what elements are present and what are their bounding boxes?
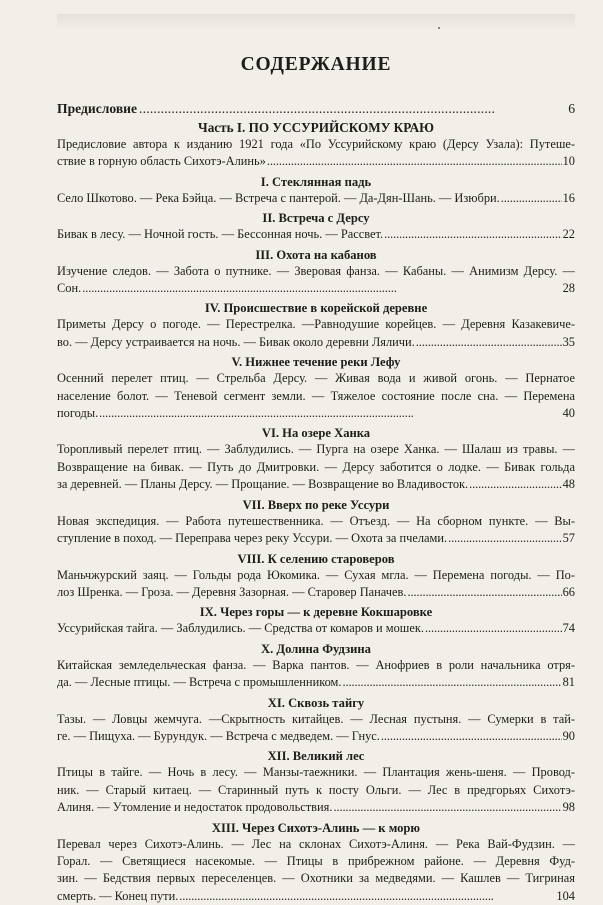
entry-line-last bbox=[57, 728, 575, 745]
entry-line: Перевал через Сихотэ-Алинь. — Лес на склонах Сихотэ-Алиня. — Река Вай-Фудзин. — bbox=[57, 836, 575, 851]
entry-line-last bbox=[57, 334, 575, 351]
entry-line-last bbox=[57, 226, 575, 243]
entry-line-last bbox=[57, 280, 575, 297]
entry-line: Изучение следов. — Забота о путнике. — Зверовая фанза. — Кабаны. — Анимизм Дерсу. — bbox=[57, 263, 575, 278]
entry-line: население болот. — Теневой сегмент земли. — Тяжелое состояние после сна. — Перемена bbox=[57, 388, 575, 403]
entry-line: Возвращение на бивак. — Путь до Дмитровки. — Дерсу заботится о лодке. — Бивак гольда bbox=[57, 459, 575, 474]
chapter-entry bbox=[57, 695, 575, 746]
chapter-title: IV. Происшествие в корейской деревне bbox=[204, 301, 428, 316]
chapter-entry bbox=[57, 354, 575, 422]
foreword-page: 6 bbox=[568, 101, 575, 116]
preface-entry bbox=[57, 136, 575, 171]
page-number: 90 bbox=[562, 728, 575, 743]
entry-text: Алиня. — Утомление и недостаток продовольствия. bbox=[57, 800, 333, 815]
entry-line: Приметы Дерсу о погоде. — Перестрелка. —Равнодушие корейцев. — Деревня Казакевиче- bbox=[57, 317, 575, 332]
entry-text: ствие в горную область Сихотэ-Алинь» bbox=[57, 154, 266, 169]
entry-line: Маньчжурский заяц. — Гольды рода Юкомика. — Сухая мгла. — Перемена погоды. — По- bbox=[57, 567, 575, 582]
page-number: 35 bbox=[562, 334, 575, 349]
chapter-title: VI. На озере Ханка bbox=[261, 426, 371, 441]
chapter-entry bbox=[57, 551, 575, 602]
page-number: 28 bbox=[562, 281, 575, 296]
page-number: 48 bbox=[562, 477, 575, 492]
page-number: 57 bbox=[562, 531, 575, 546]
chapter-title: VII. Вверх по реке Уссури bbox=[242, 497, 390, 512]
entry-text: смерть. — Конец пути. bbox=[57, 888, 179, 903]
dot-leader bbox=[267, 153, 562, 170]
chapter-title: III. Охота на кабанов bbox=[255, 247, 377, 262]
dot-leader bbox=[179, 888, 555, 905]
speck-mark bbox=[438, 27, 440, 29]
entry-line: Предисловие автора к изданию 1921 года «По Уссурийскому краю (Дерсу Узала): Путеше- bbox=[57, 137, 575, 151]
entry-text: ге. — Пищуха. — Бурундук. — Встреча с медведем. — Гнус. bbox=[57, 728, 380, 743]
chapter-entry bbox=[57, 497, 575, 548]
chapter-title: X. Долина Фудзина bbox=[261, 641, 371, 656]
foreword-label: Предисловие bbox=[57, 101, 138, 116]
page-title: СОДЕРЖАНИЕ bbox=[240, 54, 392, 75]
entry-line-last bbox=[57, 153, 575, 170]
page-number: 104 bbox=[556, 888, 575, 903]
entry-line: Китайская земледельческая фанза. — Варка пантов. — Анофриев в роли начальника отря- bbox=[57, 657, 575, 672]
dot-leader bbox=[407, 584, 561, 601]
chapter-title: I. Стеклянная падь bbox=[260, 174, 372, 189]
dot-leader bbox=[469, 476, 561, 493]
dot-leader bbox=[425, 620, 562, 637]
chapter-title: V. Нижнее течение реки Лефу bbox=[231, 355, 401, 370]
dot-leader bbox=[82, 280, 561, 297]
entry-line: Птицы в тайге. — Ночь в лесу. — Манзы-таежники. — Плантация жень-шеня. — Провод- bbox=[57, 765, 575, 780]
entry-line-last bbox=[57, 476, 575, 493]
chapter-entry bbox=[57, 820, 575, 905]
chapter-entry bbox=[57, 210, 575, 243]
entry-text: Бивак в лесу. — Ночной гость. — Бессонная ночь. — Рассвет. bbox=[57, 227, 384, 242]
dot-leader bbox=[381, 728, 562, 745]
chapter-title: XIII. Через Сихотэ-Алинь — к морю bbox=[211, 820, 421, 835]
entry-text: Село Шкотово. — Река Бэйца. — Встреча с пантерой. — Да-Дян-Шань. — Изюбри. bbox=[57, 190, 500, 205]
page-number: 40 bbox=[562, 406, 575, 421]
page-number: 98 bbox=[562, 800, 575, 815]
bleed-through-header bbox=[57, 14, 575, 28]
entry-line-last bbox=[57, 405, 575, 422]
page-number: 74 bbox=[562, 621, 575, 636]
entry-text: ступление в поход. — Переправа через реку Уссури. — Охота за пчелами. bbox=[57, 531, 448, 546]
page-number: 16 bbox=[562, 190, 575, 205]
entry-line: зин. — Бедствия первых переселенцев. — Охотники за медведями. — Кашлев — Тигриная bbox=[57, 871, 575, 886]
entry-line-last bbox=[57, 799, 575, 816]
part-heading: Часть I. ПО УССУРИЙСКОМУ КРАЮ bbox=[198, 120, 434, 135]
chapter-list bbox=[57, 174, 575, 905]
entry-text: во. — Дерсу устраивается на ночь. — Бивак около деревни Ляличи. bbox=[57, 334, 415, 349]
chapter-entry bbox=[57, 247, 575, 298]
chapter-entry bbox=[57, 174, 575, 207]
entry-line: Торопливый перелет птиц. — Заблудились. — Пурга на озере Ханка. — Шалаш из травы. — bbox=[57, 442, 575, 457]
dot-leader bbox=[342, 674, 561, 691]
entry-line: Новая экспедиция. — Работа путешественника. — Отъезд. — На сборном пункте. — Вы- bbox=[57, 513, 575, 528]
entry-line-last bbox=[57, 530, 575, 547]
chapter-title: IX. Через горы — к деревне Кокшаровке bbox=[199, 605, 433, 620]
entry-line: Осенний перелет птиц. — Стрельба Дерсу. — Живая вода и живой огонь. — Пернатое bbox=[57, 371, 575, 386]
entry-line-last bbox=[57, 888, 575, 905]
dot-leader bbox=[416, 334, 562, 351]
entry-text: за деревней. — Планы Дерсу. — Прощание. — Возвращение во Владивосток. bbox=[57, 477, 469, 492]
entry-text: погоды. bbox=[57, 406, 99, 421]
page-number: 10 bbox=[562, 154, 575, 169]
chapter-entry bbox=[57, 604, 575, 637]
entry-text: лоз Шренка. — Гроза. — Деревня Зазорная. — Старовер Паначев. bbox=[57, 584, 407, 599]
entry-line-last bbox=[57, 674, 575, 691]
entry-text: Уссурийская тайга. — Заблудились. — Средства от комаров и мошек. bbox=[57, 621, 424, 636]
page-number: 66 bbox=[562, 584, 575, 599]
dot-leader bbox=[99, 405, 561, 422]
dot-leader bbox=[333, 799, 561, 816]
dot-leader bbox=[384, 226, 562, 243]
entry-line-last bbox=[57, 584, 575, 601]
entry-line: ник. — Старый китаец. — Старинный путь к посту Ольги. — Лес в предгорьях Сихотэ- bbox=[57, 782, 575, 797]
entry-text: Сон. bbox=[57, 281, 82, 296]
chapter-title: XI. Сквозь тайгу bbox=[267, 695, 365, 710]
chapter-entry bbox=[57, 748, 575, 816]
chapter-entry bbox=[57, 641, 575, 692]
chapter-title: XII. Великий лес bbox=[267, 749, 365, 764]
foreword-entry bbox=[57, 100, 575, 117]
chapter-entry bbox=[57, 425, 575, 493]
entry-line: Тазы. — Ловцы жемчуга. —Скрытность китайцев. — Лесная пустыня. — Сумерки в тай- bbox=[57, 711, 575, 726]
entry-line: Горал. — Светящиеся насекомые. — Птицы в прибрежном районе. — Деревня Фуд- bbox=[57, 853, 575, 868]
dot-leader bbox=[139, 100, 566, 117]
page-number: 81 bbox=[562, 675, 575, 690]
entry-line-last bbox=[57, 190, 575, 207]
chapter-title: II. Встреча с Дерсу bbox=[262, 211, 370, 226]
dot-leader bbox=[448, 530, 562, 547]
page-number: 22 bbox=[562, 227, 575, 242]
chapter-entry bbox=[57, 300, 575, 351]
entry-text: да. — Лесные птицы. — Встреча с промышленником. bbox=[57, 675, 342, 690]
chapter-title: VIII. К селению староверов bbox=[237, 551, 395, 566]
dot-leader bbox=[501, 190, 562, 207]
entry-line-last bbox=[57, 620, 575, 637]
